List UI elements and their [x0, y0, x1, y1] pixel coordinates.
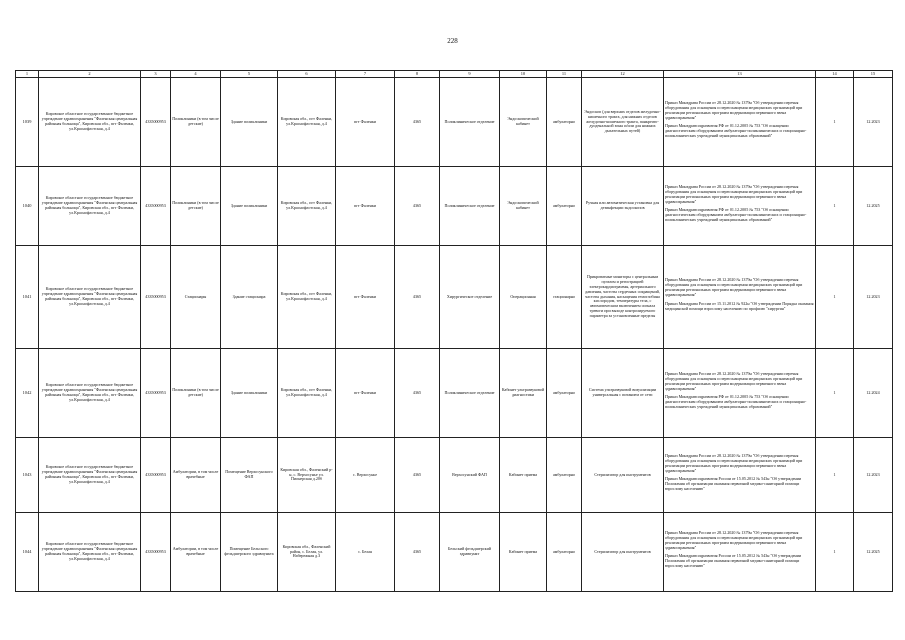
table-row	[16, 349, 893, 438]
column-number: 13	[664, 71, 816, 78]
room-cell: Кабинет приема	[500, 513, 547, 592]
basis-text: Приказ Минздравсоцразвития РФ от 01.12.2005 № 753 "Об оснащении диагностическим оборудованием амбулаторно-поликлинических и стационарно-поликлинических учреждений муниципальных образований"	[665, 394, 807, 410]
room-cell: Кабинет приема	[500, 438, 547, 513]
column-number: 10	[500, 71, 547, 78]
organization-cell: Кировское областное государственное бюджетное учреждение здравоохранения "Фаленская центральная районная больница", Кировская обл., пгт Фаленки, ул.Краснофлотская, д.4	[39, 246, 141, 349]
table-row	[16, 438, 893, 513]
date-cell: 12.2023	[854, 246, 893, 349]
quantity-cell: 1	[816, 438, 854, 513]
address-cell: Кировская обл., пгт Фаленки, ул.Краснофлотская, д.4	[278, 246, 336, 349]
care-type-cell: амбулаторно	[547, 78, 582, 167]
quantity-cell: 1	[816, 513, 854, 592]
department-cell: Верхосунский ФАП	[440, 438, 500, 513]
settlement-cell: пгт Фаленки	[336, 78, 395, 167]
basis-cell	[664, 167, 816, 246]
inn-cell: 4335000953	[141, 438, 171, 513]
inn-cell: 4335000953	[141, 246, 171, 349]
quantity-cell: 1	[816, 78, 854, 167]
quantity-cell: 1	[816, 167, 854, 246]
settlement-cell: с. Верхосунье	[336, 438, 395, 513]
row-number: 1041	[16, 246, 39, 349]
organization-cell: Кировское областное государственное бюджетное учреждение здравоохранения "Фаленская центральная районная больница", Кировская обл., пгт Фаленки, ул.Краснофлотская, д.4	[39, 78, 141, 167]
column-number: 8	[395, 71, 440, 78]
equipment-cell: Стерилизатор для инструментов	[582, 513, 664, 592]
column-number: 6	[278, 71, 336, 78]
department-cell: Поликлиническое отделение	[440, 349, 500, 438]
date-cell: 12.2023	[854, 78, 893, 167]
building-cell: Здание поликлиники	[221, 78, 278, 167]
unit-type-cell: Амбулатории, в том числе врачебные	[171, 513, 221, 592]
care-type-cell: амбулаторно	[547, 438, 582, 513]
row-number: 1040	[16, 167, 39, 246]
code-cell: 4365	[395, 246, 440, 349]
unit-type-cell: Поликлиники (в том числе детские)	[171, 167, 221, 246]
basis-text: Приказ Минздрава России от 28.12.2020 № 1379н "Об утверждении перечня оборудования для оснащения и переоснащения медицинских организаций при реализации региональных программ модернизации первичного звена здравоохранения"	[665, 99, 803, 120]
basis-text: Приказ Минздравсоцразвития РФ от 01.12.2005 № 753 "Об оснащении диагностическим оборудованием амбулаторно-поликлинических и стационарно-поликлинических учреждений муниципальных образований"	[665, 207, 807, 223]
organization-cell: Кировское областное государственное бюджетное учреждение здравоохранения "Фаленская центральная районная больница", Кировская обл., пгт Фаленки, ул.Краснофлотская, д.4	[39, 349, 141, 438]
settlement-cell: пгт Фаленки	[336, 167, 395, 246]
basis-text: Приказ Минздрава России от 28.12.2020 № 1379н "Об утверждении перечня оборудования для оснащения и переоснащения медицинских организаций при реализации региональных программ модернизации первичного звена здравоохранения"	[665, 452, 803, 473]
table-row	[16, 246, 893, 349]
basis-cell	[664, 438, 816, 513]
inn-cell: 4335000953	[141, 349, 171, 438]
room-cell: Эндоскопический кабинет	[500, 167, 547, 246]
settlement-cell: пгт Фаленки	[336, 246, 395, 349]
column-number: 2	[39, 71, 141, 78]
address-cell: Кировская обл., пгт Фаленки, ул.Краснофлотская, д.4	[278, 78, 336, 167]
building-cell: Здание стационара	[221, 246, 278, 349]
code-cell: 4365	[395, 349, 440, 438]
code-cell: 4365	[395, 513, 440, 592]
organization-cell: Кировское областное государственное бюджетное учреждение здравоохранения "Фаленская центральная районная больница", Кировская обл., пгт Фаленки, ул.Краснофлотская, д.4	[39, 167, 141, 246]
department-cell: Поликлиническое отделение	[440, 78, 500, 167]
unit-type-cell: Стационары	[171, 246, 221, 349]
basis-cell	[664, 246, 816, 349]
column-number: 12	[582, 71, 664, 78]
care-type-cell: амбулаторно	[547, 349, 582, 438]
row-number: 1042	[16, 349, 39, 438]
date-cell: 12.2023	[854, 438, 893, 513]
organization-cell: Кировское областное государственное бюджетное учреждение здравоохранения "Фаленская центральная районная больница", Кировская обл., пгт Фаленки, ул.Краснофлотская, д.4	[39, 438, 141, 513]
care-type-cell: стационарно	[547, 246, 582, 349]
basis-text: Приказ Минздрава России от 15.11.2012 № 922н "Об утверждении Порядка оказания медицинской помощи взрослому населению по профилю "хирургия"	[665, 300, 814, 311]
department-cell: Бельский фельдшерский здравпункт	[440, 513, 500, 592]
department-cell: Поликлиническое отделение	[440, 167, 500, 246]
basis-text: Приказ Минздрава России от 28.12.2020 № 1379н "Об утверждении перечня оборудования для оснащения и переоснащения медицинских организаций при реализации региональных программ модернизации первичного звена здравоохранения"	[665, 277, 803, 297]
basis-text: Приказ Минздравсоцразвития РФ от 01.12.2005 № 753 "Об оснащении диагностическим оборудованием амбулаторно-поликлинических и стационарно-поликлинических учреждений муниципальных образований"	[665, 123, 807, 139]
room-cell: Эндоскопический кабинет	[500, 78, 547, 167]
unit-type-cell: Амбулатории, в том числе врачебные	[171, 438, 221, 513]
address-cell: Кировская обл., пгт Фаленки, ул.Краснофлотская, д.4	[278, 349, 336, 438]
column-number: 1	[16, 71, 39, 78]
unit-type-cell: Поликлиники (в том числе детские)	[171, 349, 221, 438]
room-cell: Операционная	[500, 246, 547, 349]
care-type-cell: амбулаторно	[547, 513, 582, 592]
building-cell: Здание поликлиники	[221, 167, 278, 246]
basis-text: Приказ Минздрава России от 28.12.2020 № 1379н "Об утверждении перечня оборудования для оснащения и переоснащения медицинских организаций при реализации региональных программ модернизации первичного звена здравоохранения"	[665, 183, 803, 204]
equipment-cell: Система ультразвуковой визуализации универсальная с питанием от сети	[582, 349, 664, 438]
row-number: 1044	[16, 513, 39, 592]
table-row	[16, 513, 893, 592]
inn-cell: 4335000953	[141, 167, 171, 246]
basis-text: Приказ Минздравсоцразвития России от 15.05.2012 № 543н "Об утверждении Положения об организации оказания первичной медико-санитарной помощи взрослому населению"	[665, 476, 802, 492]
building-cell: Здание поликлиники	[221, 349, 278, 438]
quantity-cell: 1	[816, 246, 854, 349]
department-cell: Хирургическое отделение	[440, 246, 500, 349]
equipment-cell: Ручная или автоматическая установка для дезинфекции эндоскопов	[582, 167, 664, 246]
row-number: 1043	[16, 438, 39, 513]
page-number: 228	[447, 37, 458, 45]
column-number: 11	[547, 71, 582, 78]
building-cell: Помещение Верхосунского ФАП	[221, 438, 278, 513]
basis-text: Приказ Минздрава России от 28.12.2020 № 1379н "Об утверждении перечня оборудования для оснащения и переоснащения медицинских организаций при реализации региональных программ модернизации первичного звена здравоохранения"	[665, 529, 803, 550]
building-cell: Помещение Бельского фельдшерского здравпункта	[221, 513, 278, 592]
column-number-row	[16, 71, 893, 78]
column-number: 14	[816, 71, 854, 78]
settlement-cell: с. Белая	[336, 513, 395, 592]
code-cell: 4365	[395, 438, 440, 513]
inn-cell: 4335000953	[141, 513, 171, 592]
table-row	[16, 167, 893, 246]
code-cell: 4365	[395, 167, 440, 246]
column-number: 15	[854, 71, 893, 78]
basis-cell	[664, 349, 816, 438]
column-number: 7	[336, 71, 395, 78]
care-type-cell: амбулаторно	[547, 167, 582, 246]
address-cell: Кировская обл., Фаленский район, с. Белая, ул. Набережная д.3	[278, 513, 336, 592]
date-cell: 12.2024	[854, 349, 893, 438]
table-row	[16, 78, 893, 167]
column-number: 9	[440, 71, 500, 78]
row-number: 1039	[16, 78, 39, 167]
address-cell: Кировская обл., Фаленский р-н, с. Верхосунье ул. Пионерская д.20б	[278, 438, 336, 513]
settlement-cell: пгт Фаленки	[336, 349, 395, 438]
organization-cell: Кировское областное государственное бюджетное учреждение здравоохранения "Фаленская центральная районная больница", Кировская обл., пгт Фаленки, ул.Краснофлотская, д.4	[39, 513, 141, 592]
equipment-cell: Эндоскоп (для верхних отделов желудочно-кишечного тракта, для нижних отделов желудочно-кишечного тракта, панкреато-дуоденальной зоны и/или для нижних дыхательных путей)	[582, 78, 664, 167]
unit-type-cell: Поликлиники (в том числе детские)	[171, 78, 221, 167]
column-number: 3	[141, 71, 171, 78]
column-number: 4	[171, 71, 221, 78]
basis-cell	[664, 513, 816, 592]
basis-text: Приказ Минздравсоцразвития России от 15.05.2012 № 543н "Об утверждении Положения об организации оказания первичной медико-санитарной помощи взрослому населению"	[665, 553, 802, 569]
equipment-cell: Стерилизатор для инструментов	[582, 438, 664, 513]
basis-cell	[664, 78, 816, 167]
equipment-cell: Прикроватные мониторы с центральным пультом и регистрацией электрокардиограммы, артериального давления, частоты сердечных сокращений, частоты дыхания, насыщения гемоглобина кислородом, температуры тела, с автоматическим включением сигнала тревоги при выходе контролируемого параметра за установленные пределы	[582, 246, 664, 349]
date-cell: 12.2025	[854, 513, 893, 592]
inn-cell: 4335000953	[141, 78, 171, 167]
basis-text: Приказ Минздрава России от 28.12.2020 № 1379н "Об утверждении перечня оборудования для оснащения и переоснащения медицинских организаций при реализации региональных программ модернизации первичного звена здравоохранения"	[665, 370, 803, 391]
column-number: 5	[221, 71, 278, 78]
address-cell: Кировская обл., пгт Фаленки, ул.Краснофлотская, д.4	[278, 167, 336, 246]
equipment-register-table	[15, 70, 893, 592]
code-cell: 4365	[395, 78, 440, 167]
date-cell: 12.2025	[854, 167, 893, 246]
room-cell: Кабинет ультразвуковой диагностики	[500, 349, 547, 438]
quantity-cell: 1	[816, 349, 854, 438]
